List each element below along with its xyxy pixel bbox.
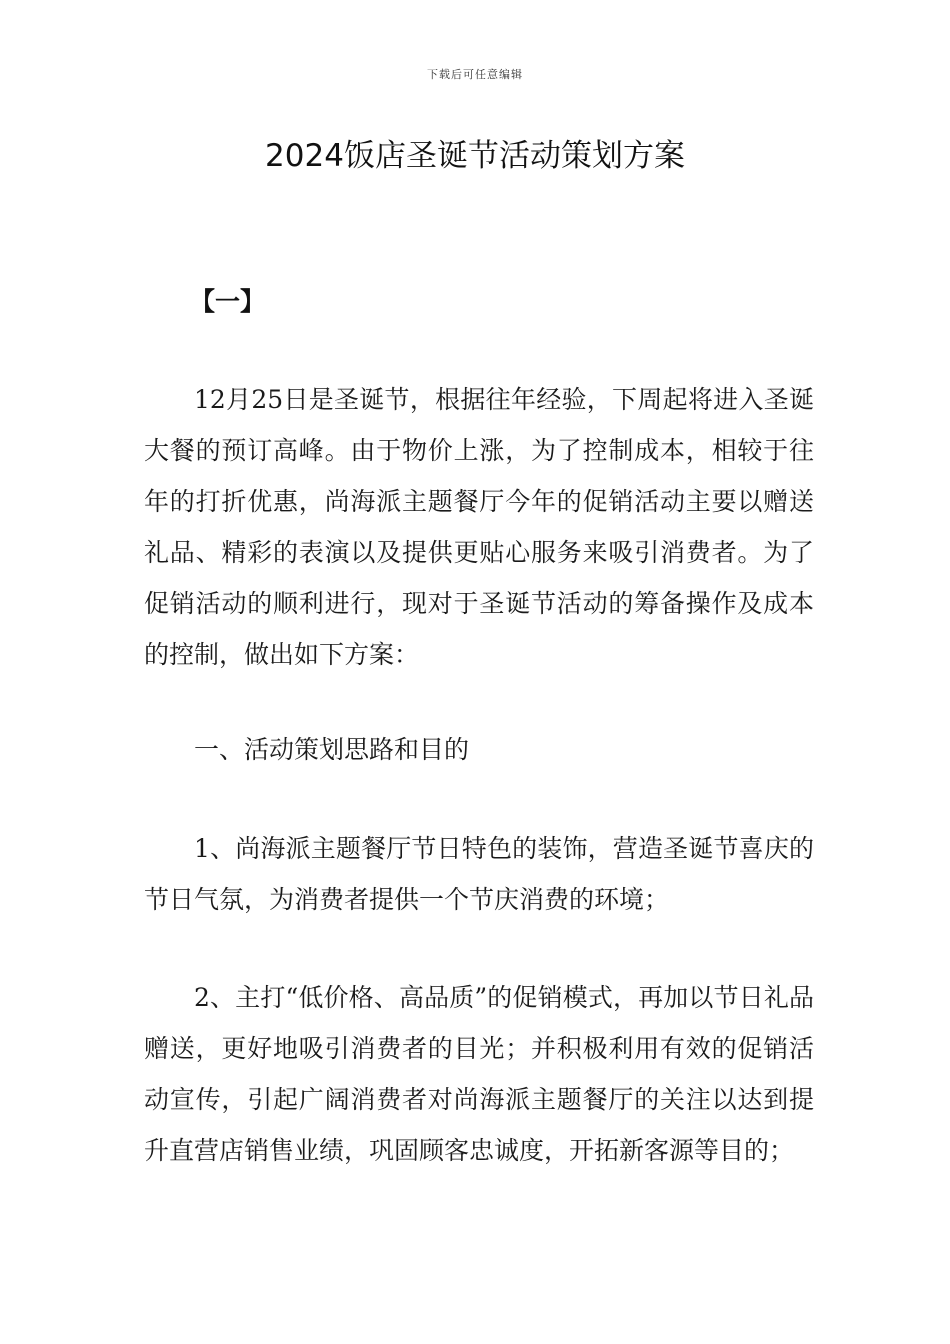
- section-mark: 【一】: [190, 287, 266, 316]
- paragraph-intro: 12月25日是圣诞节，根据往年经验，下周起将进入圣诞大餐的预订高峰。由于物价上涨，为了控制成本，相较于往年的打折优惠，尚海派主题餐厅今年的促销活动主要以赠送礼品、精彩的表演以及提供更贴心服务来吸引消费者。为了促销活动的顺利进行，现对于圣诞节活动的筹备操作及成本的控制，做出如下方案：: [144, 385, 814, 669]
- document-title: 2024饭店圣诞节活动策划方案: [265, 138, 685, 174]
- header-note: 下载后可任意编辑: [427, 68, 523, 81]
- paragraph-item-2: 2、主打“低价格、高品质”的促销模式，再加以节日礼品赠送，更好地吸引消费者的目光；并积极利用有效的促销活动宣传，引起广阔消费者对尚海派主题餐厅的关注以达到提升直营店销售业绩，巩固顾客忠诚度，开拓新客源等目的；: [144, 983, 814, 1165]
- paragraph-heading-one: 一、活动策划思路和目的: [194, 735, 470, 764]
- paragraph-item-1: 1、尚海派主题餐厅节日特色的装饰，营造圣诞节喜庆的节日气氛，为消费者提供一个节庆消费的环境；: [144, 834, 814, 914]
